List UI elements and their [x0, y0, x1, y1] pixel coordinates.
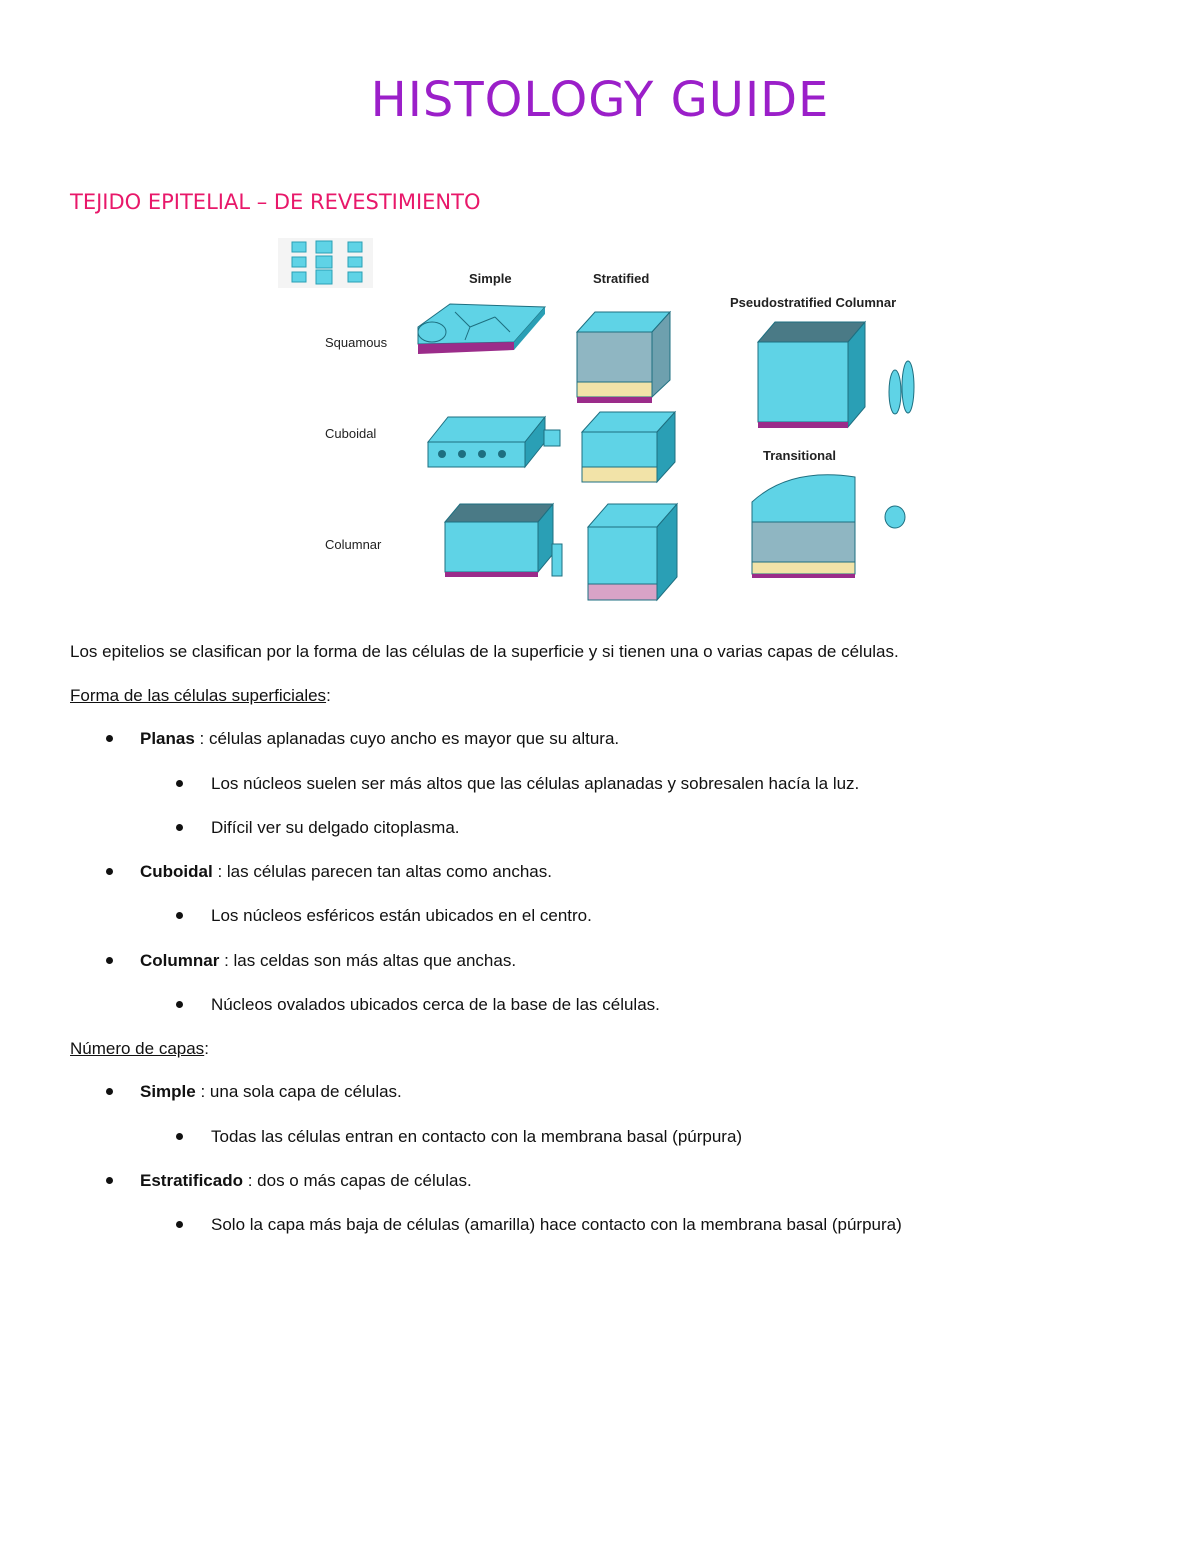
bullet-dot — [106, 1088, 113, 1095]
sub-item: Difícil ver su delgado citoplasma. — [211, 818, 460, 837]
shape-heading-text: Forma de las células superficiales — [70, 686, 327, 705]
layers-heading — [70, 1038, 209, 1060]
list-item-planas — [140, 728, 619, 750]
bullet-dot — [176, 1133, 183, 1140]
transitional-block — [752, 475, 905, 578]
sub-item: Los núcleos esféricos están ubicados en el centro. — [211, 906, 592, 925]
list-item-simple — [140, 1081, 402, 1103]
list-item-columnar — [140, 950, 516, 972]
simple-columnar-block — [445, 504, 562, 577]
stratified-columnar-block — [588, 504, 677, 600]
label-stratified: Stratified — [593, 271, 650, 286]
sub-item: Solo la capa más baja de células (amarilla) hace contacto con la membrana basal (púrpura) — [211, 1215, 902, 1234]
bullet-dot — [176, 780, 183, 787]
section-heading: TEJIDO EPITELIAL – DE REVESTIMIENTO — [70, 190, 481, 214]
simple-cuboidal-block — [428, 417, 560, 467]
list-item-cuboidal — [140, 861, 552, 883]
bullet-dot — [106, 1177, 113, 1184]
label-simple: Simple — [469, 271, 512, 286]
stratified-squamous-block — [577, 312, 670, 403]
figure-thumbnail — [278, 238, 373, 288]
label-pseudostratified: Pseudostratified Columnar — [730, 295, 897, 310]
term-planas: Planas — [140, 729, 195, 748]
term-estratificado: Estratificado — [140, 1171, 243, 1190]
shape-heading — [70, 685, 331, 707]
layers-heading-text: Número de capas — [70, 1039, 205, 1058]
label-columnar: Columnar — [325, 537, 382, 552]
page-title: HISTOLOGY GUIDE — [370, 72, 830, 128]
term-simple: Simple — [140, 1082, 196, 1101]
bullet-dot — [106, 868, 113, 875]
simple-squamous-block — [418, 304, 545, 354]
bullet-dot — [176, 912, 183, 919]
bullet-dot — [176, 1001, 183, 1008]
desc-estratificado: : dos o más capas de células. — [242, 1171, 472, 1190]
shape-heading-colon: : — [326, 686, 331, 705]
bullet-dot — [106, 957, 113, 964]
bullet-dot — [176, 1221, 183, 1228]
term-cuboidal: Cuboidal — [140, 862, 213, 881]
epithelium-diagram — [270, 232, 940, 617]
desc-simple: : una sola capa de células. — [195, 1082, 402, 1101]
intro-paragraph: Los epitelios se clasifican por la forma de las células de la superficie y si tienen una o varias capas de células. — [70, 642, 899, 661]
sub-item: Todas las células entran en contacto con la membrana basal (púrpura) — [211, 1127, 743, 1146]
epithelium-figure — [270, 232, 940, 617]
label-squamous: Squamous — [325, 335, 388, 350]
pseudostratified-block — [758, 322, 914, 428]
bullet-dot — [176, 824, 183, 831]
bullet-dot — [106, 735, 113, 742]
desc-cuboidal: : las células parecen tan altas como anchas. — [212, 862, 552, 881]
layers-heading-colon: : — [204, 1039, 209, 1058]
label-cuboidal: Cuboidal — [325, 426, 377, 441]
desc-columnar: : las celdas son más altas que anchas. — [219, 951, 517, 970]
desc-planas: : células aplanadas cuyo ancho es mayor que su altura. — [194, 729, 620, 748]
list-item-estratificado — [140, 1170, 472, 1192]
stratified-cuboidal-block — [582, 412, 675, 482]
sub-item: Los núcleos suelen ser más altos que las células aplanadas y sobresalen hacía la luz. — [211, 774, 860, 793]
term-columnar: Columnar — [140, 951, 220, 970]
sub-item: Núcleos ovalados ubicados cerca de la base de las células. — [211, 995, 660, 1014]
label-transitional: Transitional — [763, 448, 836, 463]
